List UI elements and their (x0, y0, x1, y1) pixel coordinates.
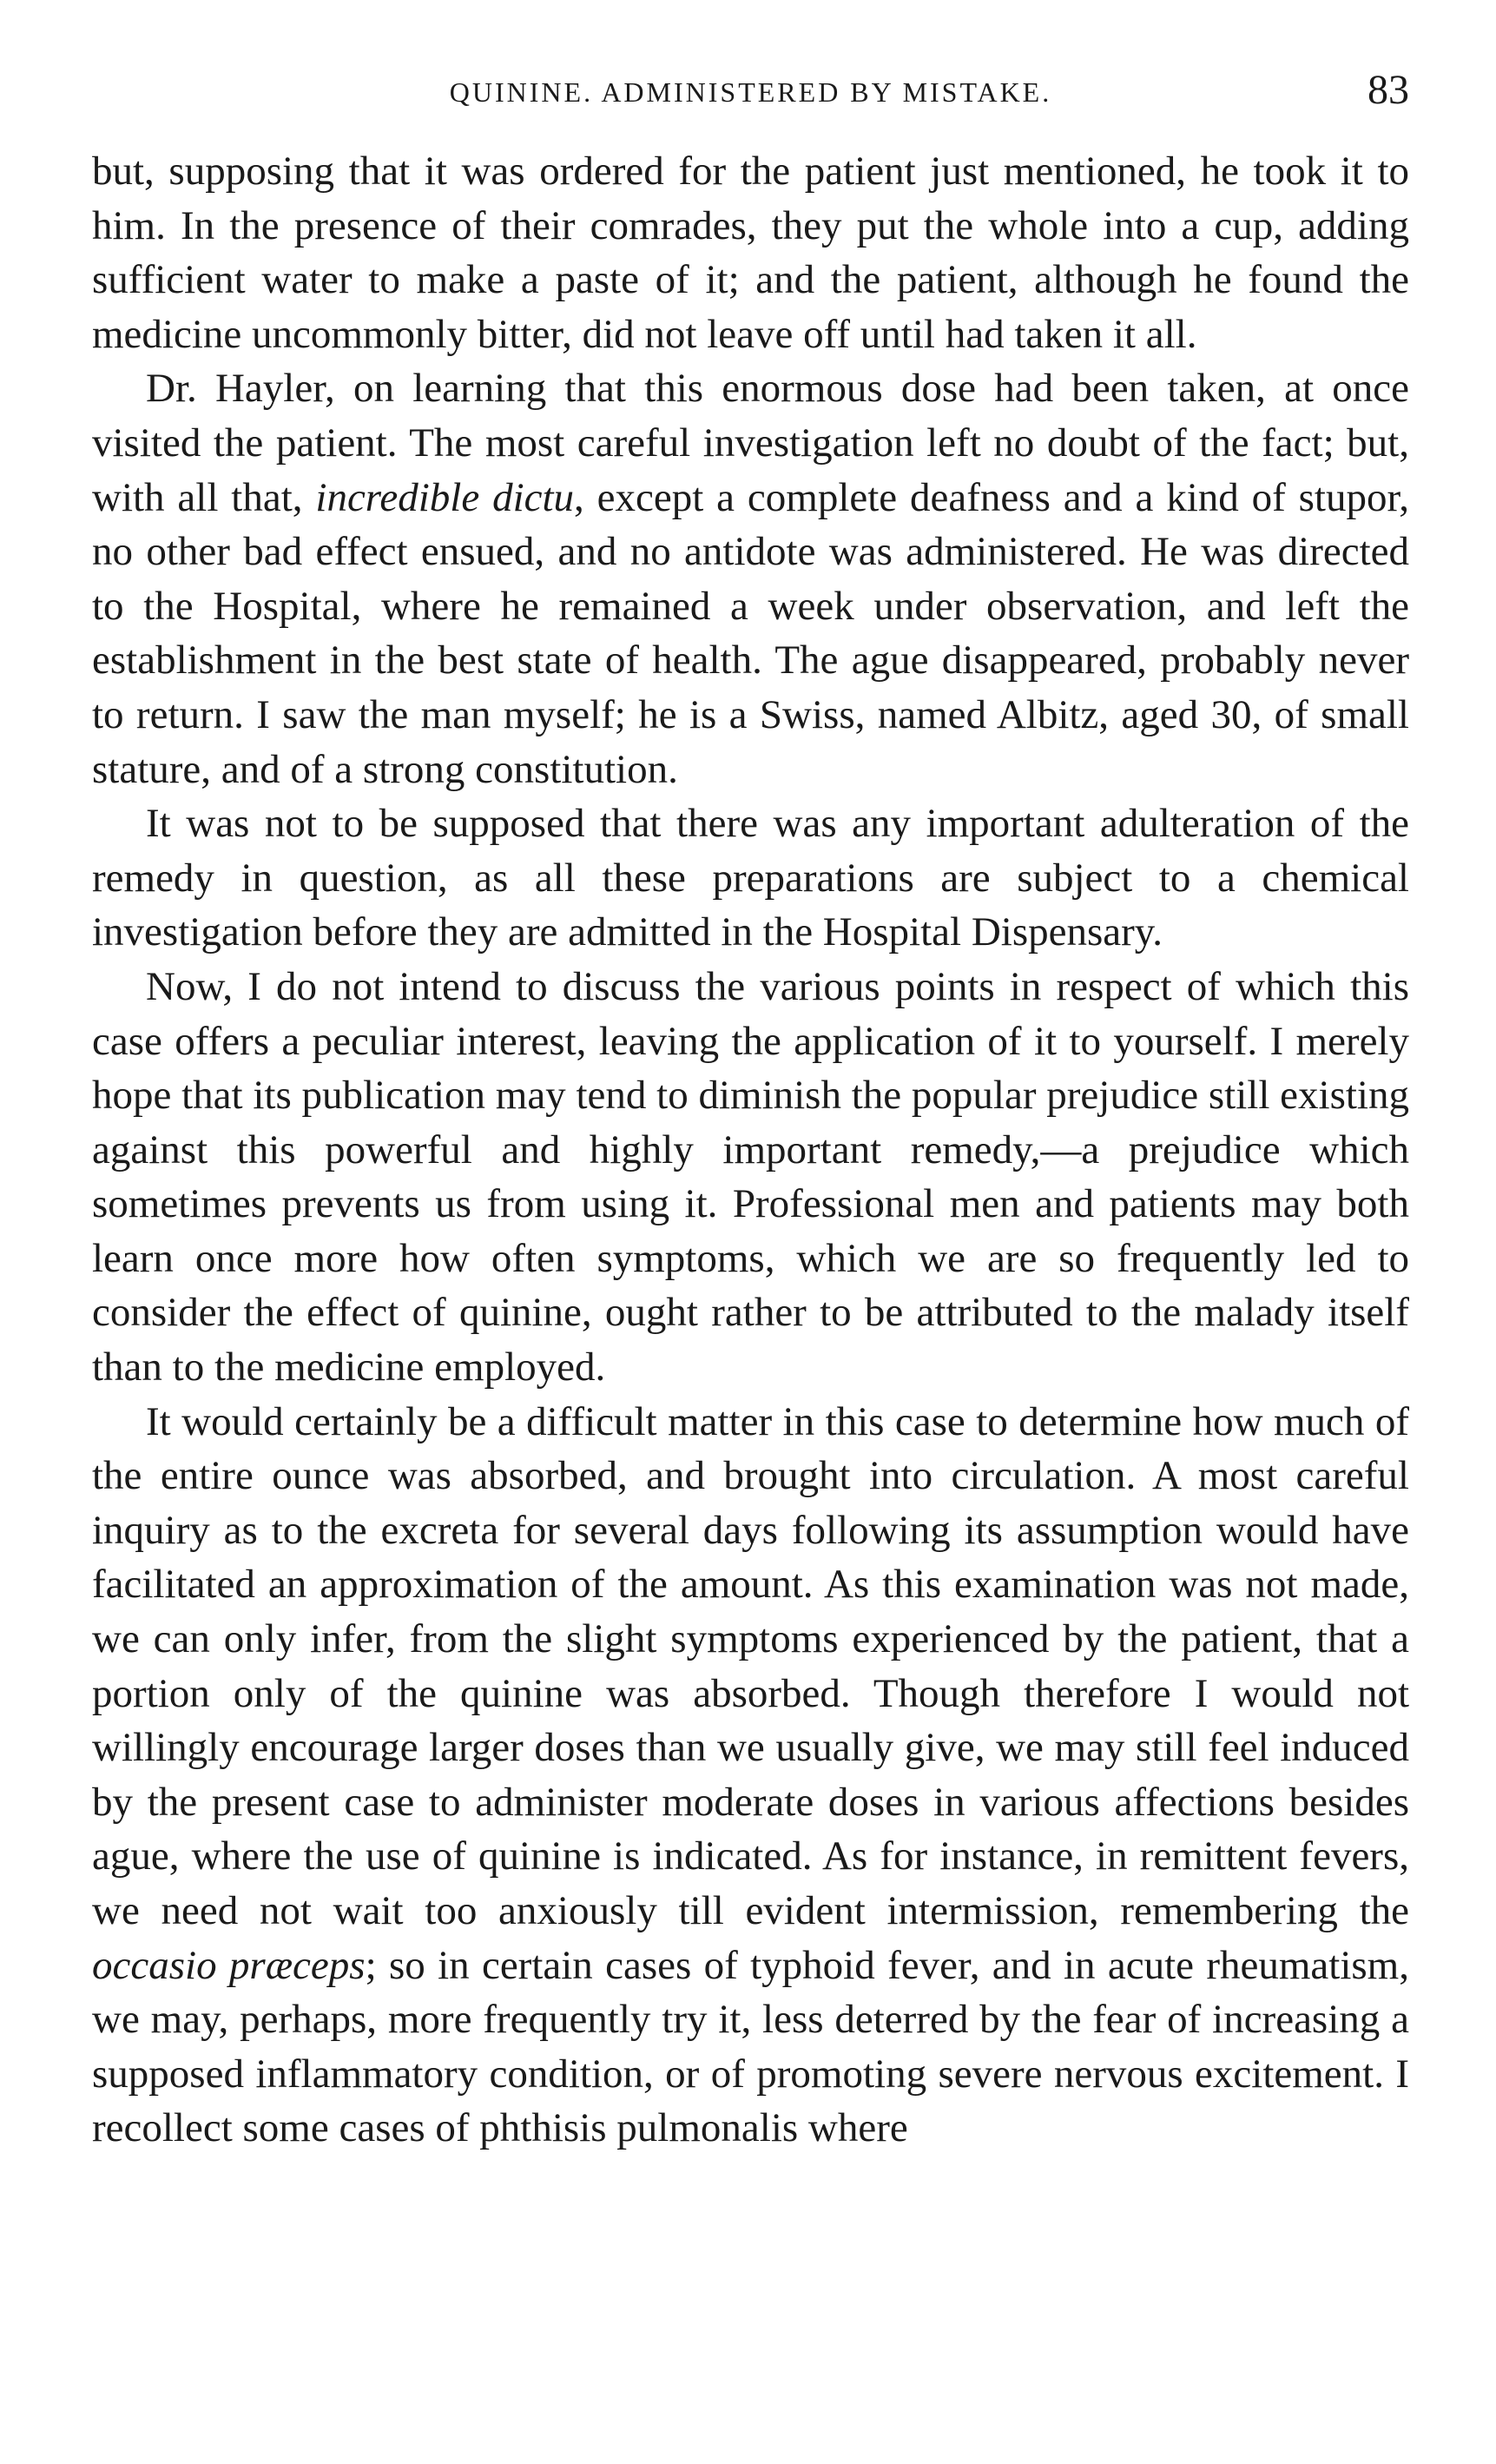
running-title: QUININE. ADMINISTERED BY MISTAKE. (449, 76, 1052, 108)
italic-phrase: occasio præceps (92, 1942, 366, 1988)
paragraph (92, 361, 1409, 796)
paragraph (92, 960, 1409, 1395)
text-run: , except a complete deafness and a kind of stupor, no other bad effect ensued, and no antidote was administered. He was directed to the Hospital, where he remained a week under observation, and left the establishment in the best state of health. The ague disappeared, probably never to return. I saw the man myself; he is a Swiss, named Albitz, aged 30, of small stature, and of a strong constitution. (92, 474, 1410, 792)
text-run: but, supposing that it was ordered for the patient just mentioned, he took it to him. In the presence of their comrades, they put the whole into a cup, adding sufficient water to make a paste of it; and the patient, although he found the medicine uncommonly bitter, did not leave off until had taken it all. (92, 149, 1409, 357)
italic-phrase: incredible dictu (315, 474, 575, 520)
running-head (92, 54, 1409, 122)
text-run: Now, I do not intend to discuss the various points in respect of which this case offers a peculiar interest, leaving the application of it to yourself. I merely hope that its publication may tend to diminish the popular prejudice still existing against this powerful and highly important remedy,—a prejudice which sometimes prevents us from using it. Professional men and patients may both learn once more how often symptoms, which we are so frequently led to consider the effect of quinine, ought rather to be attributed to the malady itself than to the medicine employed. (92, 963, 1409, 1391)
text-run: It would certainly be a difficult matter in this case to determine how much of the entire ounce was absorbed, and brought into circulation. A most careful inquiry as to the excreta for several days following its assumption would have facilitated an approximation of the amount. As this examination was not made, we can only infer, from the slight symptoms experienced by the patient, that a portion only of the quinine was absorbed. Though therefore I would not willingly encourage larger doses than we usually give, we may still feel induced by the present case to administer moderate doses in various affections besides ague, where the use of quinine is indicated. As for instance, in remittent fevers, we need not wait too anxiously till evident intermission, remembering the (92, 1398, 1409, 1933)
paragraph (92, 144, 1409, 361)
text-run: ; so in certain cases of typhoid fever, and in acute rheumatism, we may, perhaps, more frequently try it, less deterred by the fear of increasing a supposed inflammatory condition, or of promoting severe nervous excitement. I recollect some cases of phthisis pulmonalis where (92, 1942, 1409, 2151)
page-number: 83 (1367, 67, 1409, 113)
text-run: Dr. Hayler, on learning that this enormous dose had been taken, at once visited the patient. The most careful investigation left no doubt of the fact; but, with all that, (92, 366, 1409, 520)
text-run: It was not to be supposed that there was any important adulteration of the remedy in question, as all these preparations are subject to a chemical investigation before they are admitted in the Hospital Dispensary. (92, 801, 1409, 955)
paragraph (92, 796, 1409, 960)
body-text (92, 144, 1409, 2156)
paragraph (92, 1395, 1409, 2156)
